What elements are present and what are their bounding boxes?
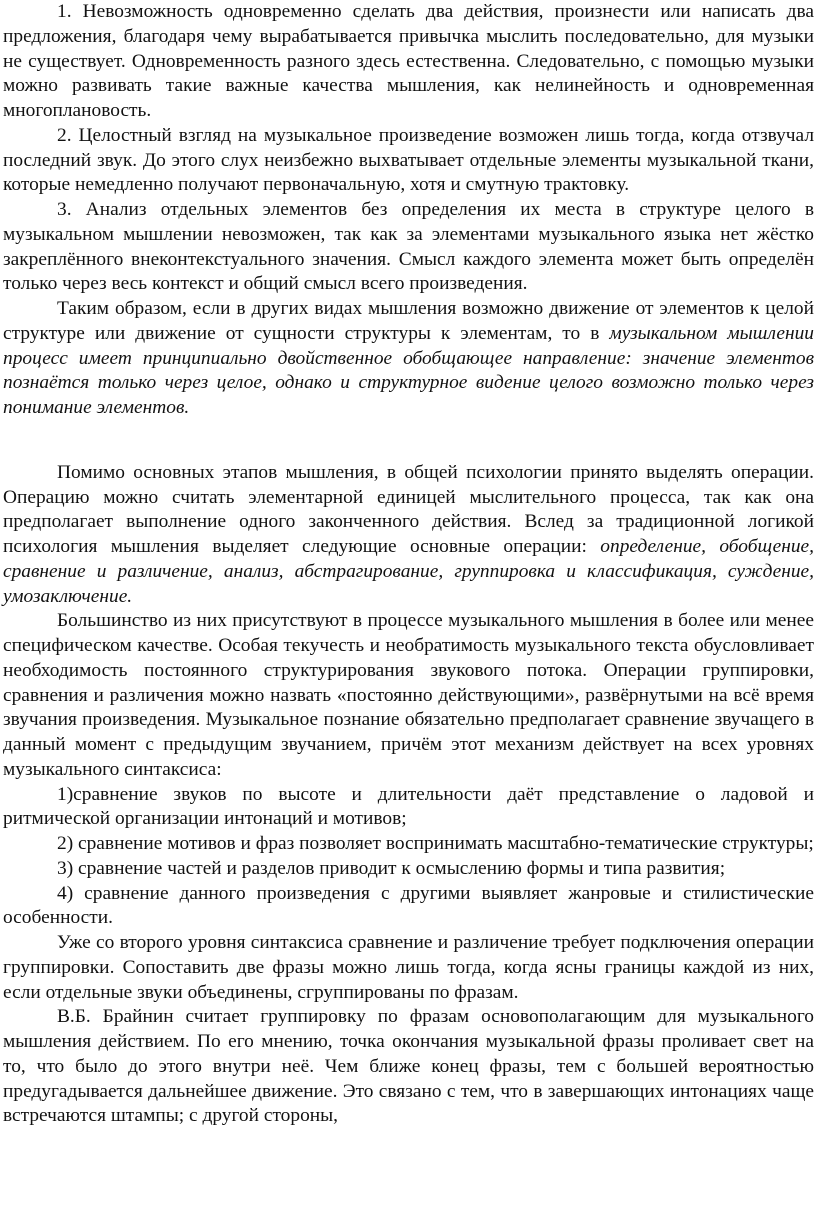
paragraph-brainin-text: В.Б. Брайнин считает группировку по фразам основополагающим для музыкального мышления действием. По его мнению, точка окончания музыкальной фразы проливает свет на то, что было до этого внутри неё. Чем ближе конец фразы, тем с большей вероятностью предугадывается дальнейшее движение. Это связано с тем, что в завершающих интонациях чаще встречаются штампы; с другой стороны, (3, 1006, 814, 1127)
paragraph-majority (3, 609, 814, 782)
paragraph-operations-text: Помимо основных этапов мышления, в общей психологии принято выделять операции. Операцию можно считать элементарной единицей мыслительного процесса, так как она предполагает выполнение одного законченного действия. Вслед за традиционной логикой психология мышления выделяет следующие основные операции: (3, 461, 814, 557)
list-item-3-text: 3) сравнение частей и разделов приводит к осмыслению формы и типа развития; (57, 857, 726, 879)
list-item-2-text: 2) сравнение мотивов и фраз позволяет воспринимать масштабно-тематические структуры; (57, 833, 814, 854)
paragraph-2-text: 2. Целостный взгляд на музыкальное произведение возможен лишь тогда, когда отзвучал последний звук. До этого слух неизбежно выхватывает отдельные элементы музыкальной ткани, которые немедленно получают первоначальную, хотя и смутную трактовку. (3, 124, 814, 196)
paragraph-operations (3, 461, 814, 610)
list-item-3 (3, 857, 814, 882)
list-item-4-text: 4) сравнение данного произведения с другими выявляет жанровые и стилистические особенности. (3, 882, 814, 929)
list-item-2 (3, 832, 814, 857)
list-item-1-text: 1)сравнение звуков по высоте и длительности даёт представление о ладовой и ритмической организации интонаций и мотивов; (3, 783, 814, 830)
paragraph-operations-italic: определение, обобщение, сравнение и различение, анализ, абстрагирование, группировка и классификация, суждение, умозаключение. (3, 536, 814, 607)
paragraph-2 (3, 124, 814, 198)
paragraph-3-text: 3. Анализ отдельных элементов без определения их места в структуре целого в музыкальном мышлении невозможен, так как за элементами музыкального языка нет жёстко закреплённого внеконтекстуального значения. Смысл каждого элемента может быть определён только через весь контекст и общий смысл всего произведения. (3, 199, 814, 295)
paragraph-conclusion (3, 297, 814, 421)
paragraph-grouping-text: Уже со второго уровня синтаксиса сравнение и различение требует подключения операции группировки. Сопоставить две фразы можно лишь тогда, когда ясны границы каждой из них, если отдельные звуки объединены, сгруппированы по фразам. (3, 932, 814, 1003)
paragraph-majority-text: Большинство из них присутствуют в процессе музыкального мышления в более или менее специфическом качестве. Особая текучесть и необратимость музыкального текста обусловливает необходимость постоянного структурирования звукового потока. Операции группировки, сравнения и различения можно назвать «постоянно действующими», развёрнутыми на всё время звучания произведения. Музыкальное познание обязательно предполагает сравнение звучащего в данный момент с предыдущим звучанием, причём этот механизм действует на всех уровнях музыкального синтаксиса: (3, 610, 814, 780)
paragraph-3 (3, 198, 814, 297)
paragraph-grouping (3, 931, 814, 1005)
paragraph-1-text: 1. Невозможность одновременно сделать два действия, произнести или написать два предложения, благодаря чему вырабатывается привычка мыслить последовательно, для музыки не существует. Одновременность разного здесь естественна. Следовательно, с помощью музыки можно развивать такие важные качества мышления, как нелинейность и одновременная многоплановость. (3, 1, 814, 121)
paragraph-conclusion-italic: музыкальном мышлении процесс имеет принципиально двойственное обобщающее направление: значение элементов познаётся только через целое, однако и структурное видение целого возможно только через понимание элементов. (3, 322, 814, 418)
section-gap (3, 421, 814, 461)
paragraph-conclusion-text: Таким образом, если в других видах мышления возможно движение от элементов к целой структуре или движение от сущности структуры к элементам, то в (3, 298, 814, 344)
list-item-1 (3, 783, 814, 833)
paragraph-brainin (3, 1005, 814, 1129)
list-item-4 (3, 882, 814, 932)
paragraph-1 (3, 0, 814, 124)
